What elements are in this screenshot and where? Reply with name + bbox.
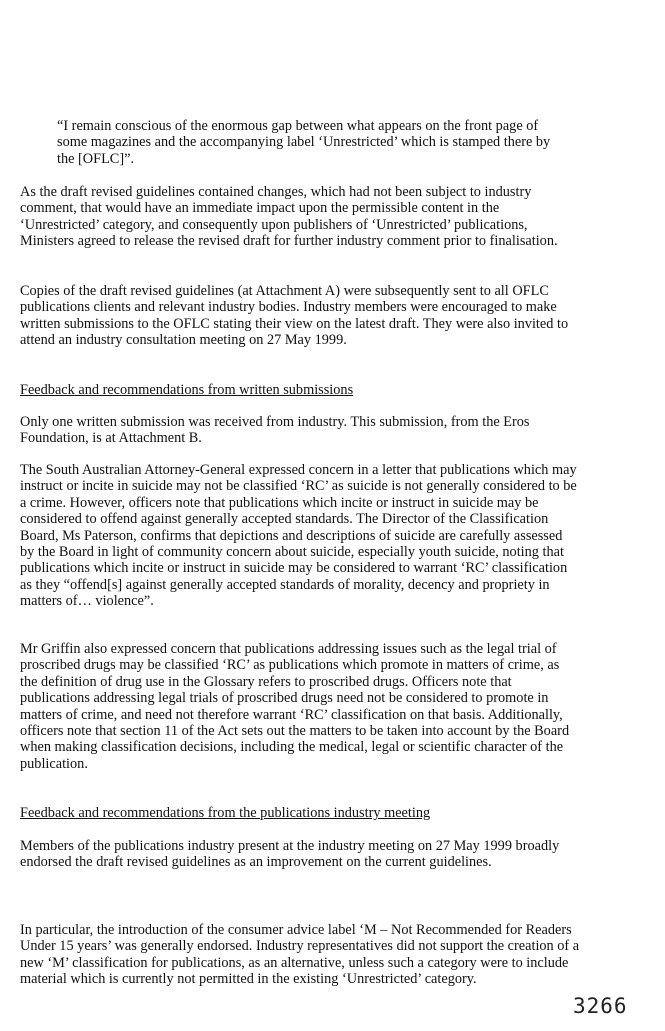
heading-industry-meeting: Feedback and recommendations from the publications industry meeting: [20, 805, 431, 821]
paragraph-drugs-concern: Mr Griffin also expressed concern that publications addressing issues such as the legal trial of proscribed drugs may be classified ‘RC’ as publications which promote in matters of crime, as the definition of drug use in the Glossary refers to proscribed drugs. Officers note that publications addressing legal trials of proscribed drugs need not be considered to promote in matters of crime, and need not therefore warrant ‘RC’ classification on that basis. Additionally, officers note that section 11 of the Act sets out the matters to be taken into account by the Board when making classification decisions, including the medical, legal or scientific character of the publication.: [20, 641, 570, 772]
paragraph-consumer-advice: In particular, the introduction of the consumer advice label ‘M – Not Recommended for Readers Under 15 years’ was generally endorsed. Industry representatives did not support the creation of a new ‘M’ classification for publications, as an alternative, unless such a category were to include material which is currently not permitted in the existing ‘Unrestricted’ category.: [20, 922, 580, 988]
heading-written-submissions: Feedback and recommendations from written submissions: [20, 382, 354, 398]
paragraph-draft-changes: As the draft revised guidelines contained changes, which had not been subject to industry comment, that would have an immediate impact upon the permissible content in the ‘Unrestricted’ category, and consequently upon publishers of ‘Unrestricted’ publications, Ministers agreed to release the revised draft for further industry comment prior to finalisation.: [20, 184, 558, 250]
page-number: 3266: [573, 994, 628, 1018]
quote-paragraph: “I remain conscious of the enormous gap between what appears on the front page of some magazines and the accompanying label ‘Unrestricted’ which is stamped there by the [OFLC]”.: [57, 118, 551, 167]
paragraph-suicide-concern: The South Australian Attorney-General expressed concern in a letter that publications which may instruct or incite in suicide may not be classified ‘RC’ as suicide is not generally considered to be a crime. However, officers note that publications which incite or instruct in suicide may be considered to offend against generally accepted standards. The Director of the Classification Board, Ms Paterson, confirms that depictions and descriptions of suicide are carefully assessed by the Board in light of community concern about suicide, especially youth suicide, noting that publications which incite or instruct in suicide may be considered to warrant ‘RC’ classification as they “offend[s] against generally accepted standards of morality, decency and propriety in matters of… violence”.: [20, 462, 577, 610]
paragraph-one-submission: Only one written submission was received from industry. This submission, from the Eros Foundation, is at Attachment B.: [20, 414, 530, 447]
paragraph-copies-sent: Copies of the draft revised guidelines (at Attachment A) were subsequently sent to all OFLC publications clients and relevant industry bodies. Industry members were encouraged to make written submissions to the OFLC stating their view on the latest draft. They were also invited to attend an industry consultation meeting on 27 May 1999.: [20, 283, 569, 349]
paragraph-meeting-endorsed: Members of the publications industry present at the industry meeting on 27 May 1999 broadly endorsed the draft revised guidelines as an improvement on the current guidelines.: [20, 838, 560, 871]
